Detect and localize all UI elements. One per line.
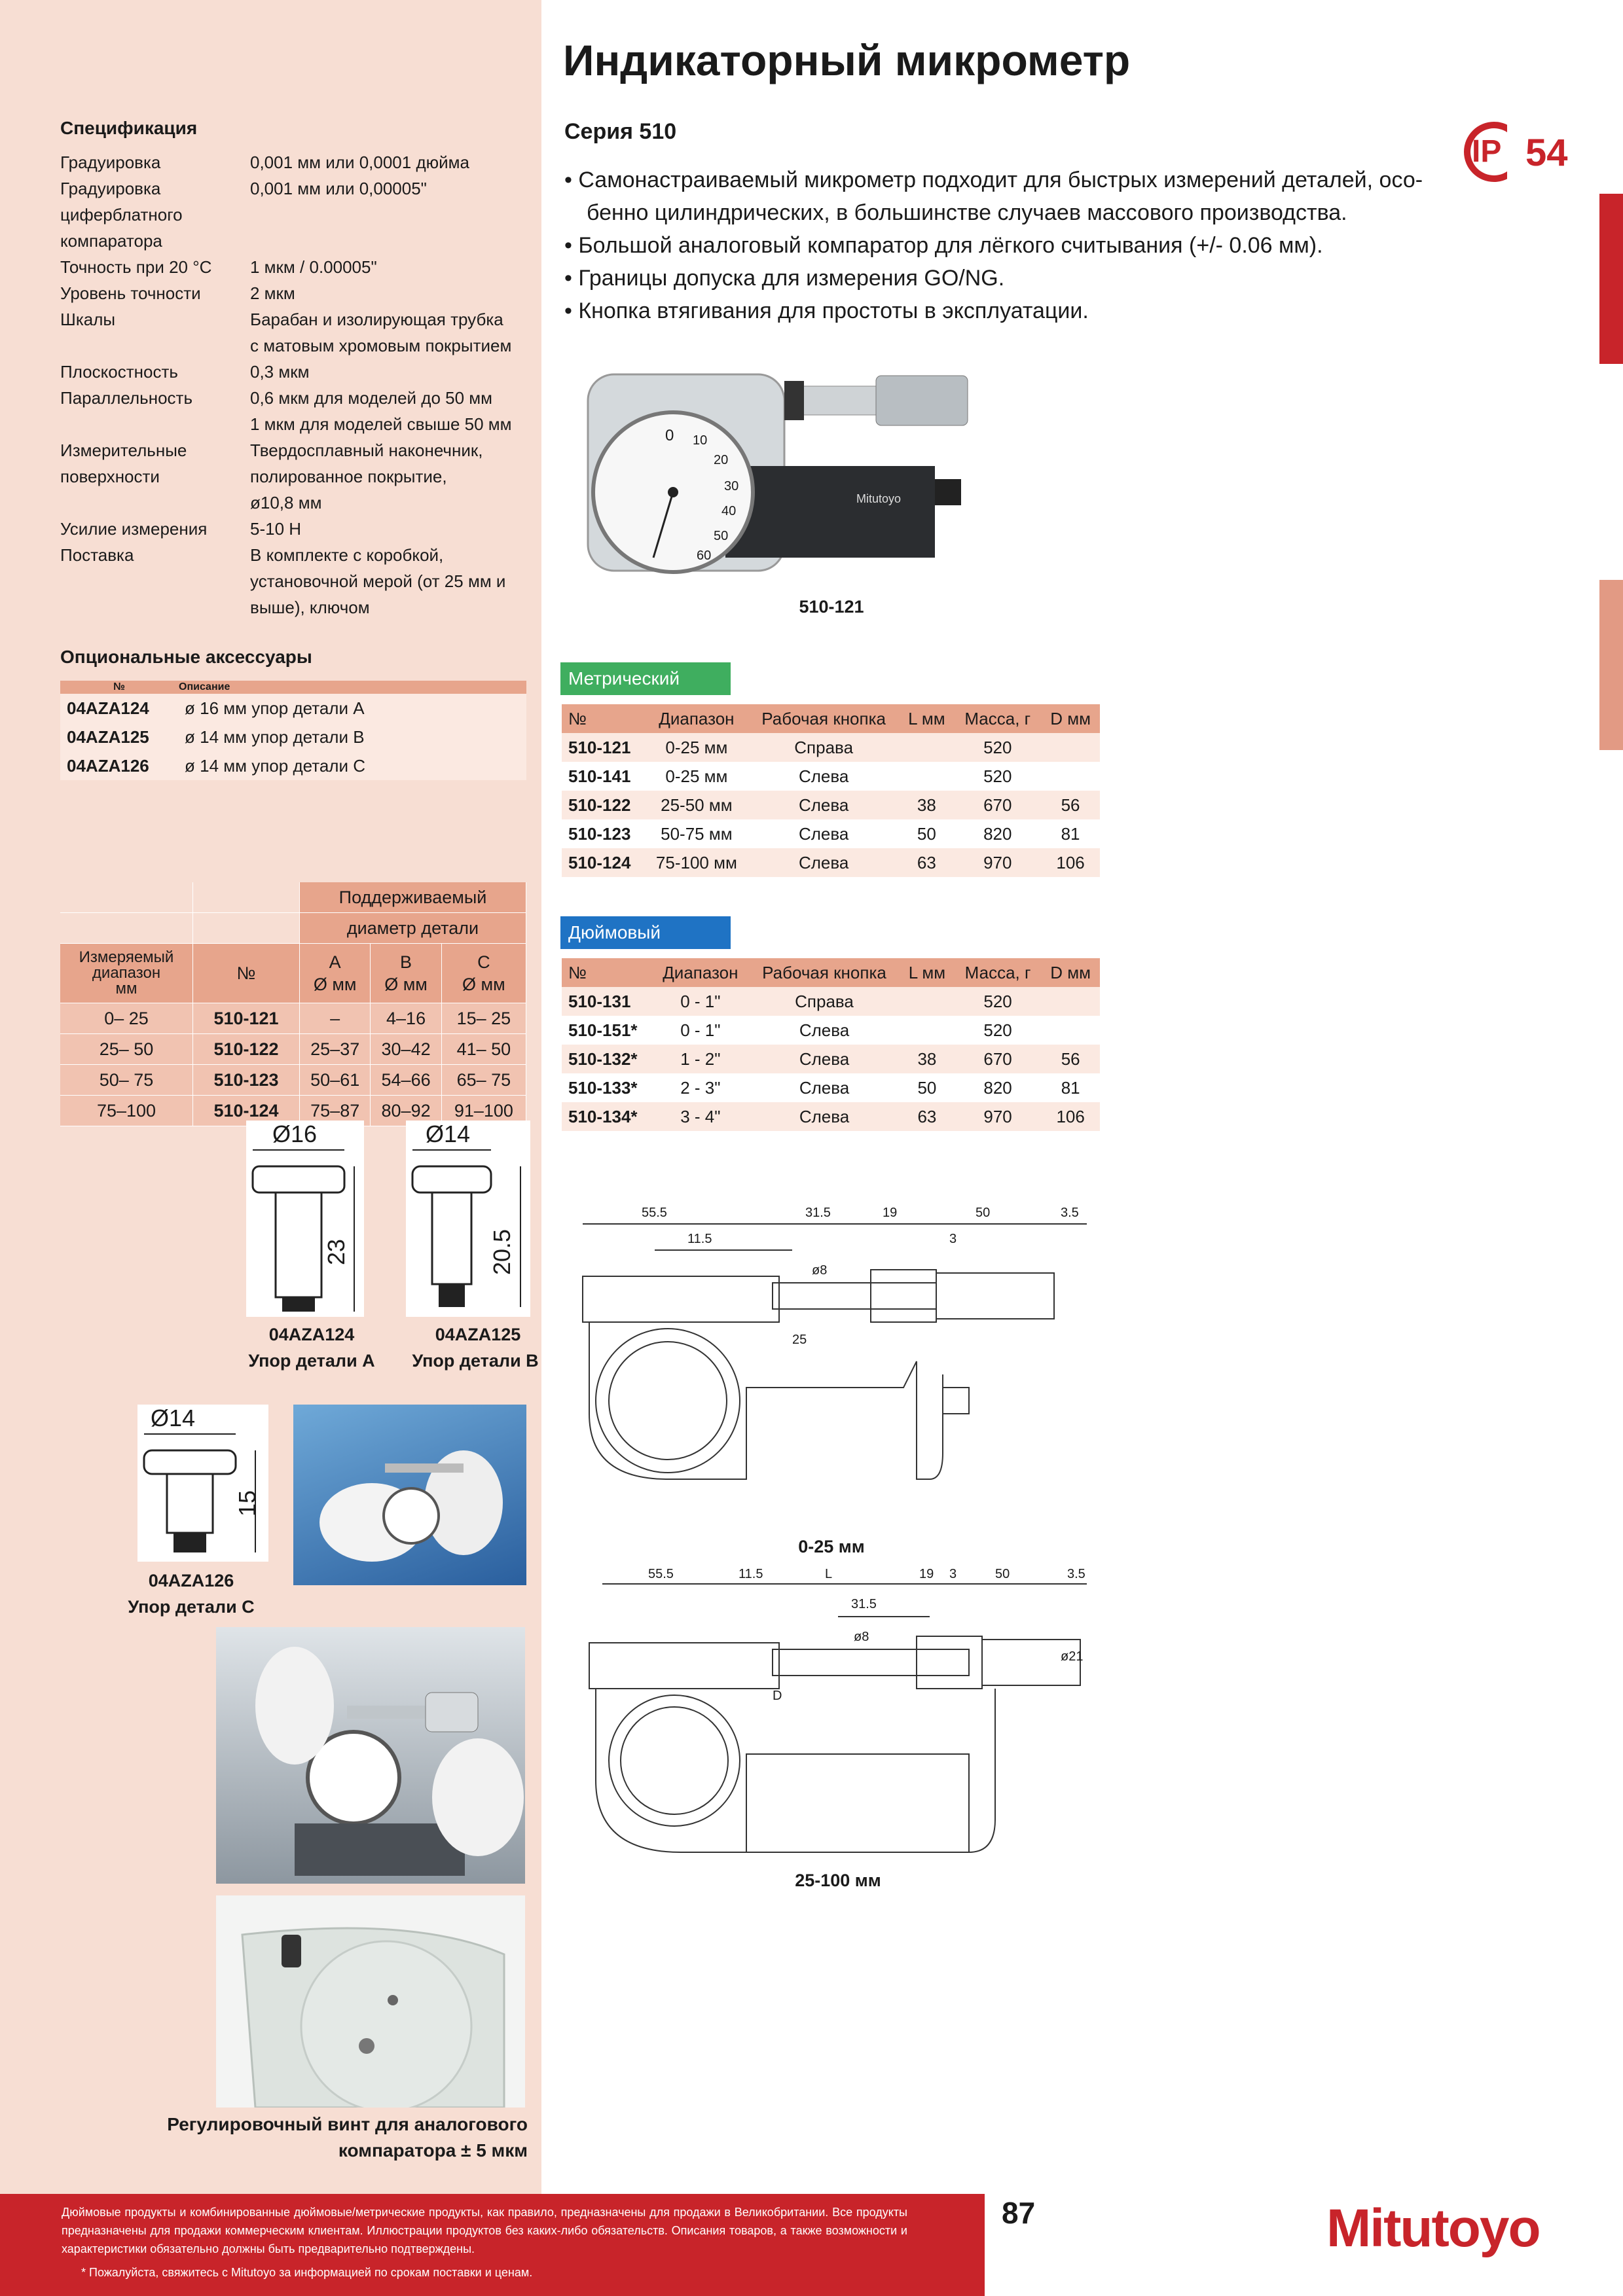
- cell: Слева: [748, 791, 899, 819]
- spec-row: [60, 175, 532, 254]
- col-no: №: [60, 681, 178, 694]
- cell: 0 - 1": [652, 987, 749, 1016]
- cell: 30–42: [371, 1034, 441, 1065]
- group-header: диаметр детали: [300, 913, 526, 944]
- side-marker-red: [1599, 194, 1623, 364]
- cell: 04AZA126: [60, 751, 178, 780]
- spec-row: [60, 385, 532, 437]
- spec-value: 5-10 Н: [250, 519, 302, 539]
- col-a: A Ø мм: [300, 944, 371, 1003]
- cell: [899, 762, 954, 791]
- cell: Слева: [749, 1102, 900, 1131]
- stop-c-name: Упор детали C: [128, 1597, 255, 1617]
- col-desc: Описание: [178, 681, 526, 694]
- cell: 510-121: [193, 1003, 300, 1034]
- cell: 510-134*: [562, 1102, 652, 1131]
- cell: 670: [954, 791, 1041, 819]
- spec-key: Точность при 20 °C: [60, 257, 212, 277]
- spec-value: 2 мкм: [250, 283, 295, 303]
- table-row: [60, 723, 526, 751]
- cell: Слева: [749, 1073, 900, 1102]
- feature-item: • Границы допуска для измерения GO/NG.: [564, 266, 1005, 291]
- blank-cell: [193, 882, 300, 913]
- spec-row: [60, 280, 532, 306]
- cell: 970: [954, 848, 1041, 877]
- cell: [1041, 1016, 1100, 1045]
- cell: 80–92: [371, 1096, 441, 1126]
- spec-key: Уровень точности: [60, 283, 201, 303]
- table-row: [60, 751, 526, 780]
- spec-key: Градуировка: [60, 152, 161, 172]
- table-header-row: [562, 958, 1100, 987]
- cell: 56: [1041, 1045, 1100, 1073]
- cell: –: [300, 1003, 371, 1034]
- cell: 1 - 2": [652, 1045, 749, 1073]
- cell: Слева: [748, 848, 899, 877]
- table-row: [60, 694, 526, 723]
- feature-item: • Самонастраиваемый микрометр подходит для быстрых измерений деталей, осо-: [564, 168, 1423, 192]
- col-range: Измеряемый диапазон мм: [60, 944, 193, 1003]
- stop-a-height: 23: [323, 1238, 350, 1266]
- col-b: B Ø мм: [371, 944, 441, 1003]
- cell: ø 14 мм упор детали C: [178, 751, 526, 780]
- cell: 106: [1041, 1102, 1100, 1131]
- table-row: [562, 819, 1100, 848]
- stop-c-height: 15: [234, 1490, 261, 1517]
- cell: ø 14 мм упор детали B: [178, 723, 526, 751]
- cell: [899, 733, 954, 762]
- blank-cell: [193, 913, 300, 944]
- dim-50: 50: [995, 1567, 1010, 1581]
- table-row: [562, 733, 1100, 762]
- table-row: [60, 1003, 526, 1034]
- cell: 510-151*: [562, 1016, 652, 1045]
- spec-key: Параллельность: [60, 388, 192, 408]
- cell: 04AZA125: [60, 723, 178, 751]
- page-title: Индикаторный микрометр: [563, 36, 1131, 84]
- photo-measuring: [216, 1627, 525, 1884]
- footer: [0, 2194, 985, 2296]
- micrometer-icon: [568, 361, 987, 584]
- cell: 0-25 мм: [645, 762, 748, 791]
- table-row: [60, 1034, 526, 1065]
- dial-twenty: 20: [714, 453, 729, 467]
- cell: 510-131: [562, 987, 652, 1016]
- cell: 38: [899, 791, 954, 819]
- group-header: Поддерживаемый: [300, 882, 526, 913]
- cell: 75–100: [60, 1096, 193, 1126]
- col-no: №: [562, 704, 645, 733]
- cell: 56: [1041, 791, 1100, 819]
- dim-3: 3: [949, 1232, 957, 1246]
- cell: 04AZA124: [60, 694, 178, 723]
- cell: 520: [955, 1016, 1041, 1045]
- cell: Справа: [749, 987, 900, 1016]
- cell: 0– 25: [60, 1003, 193, 1034]
- cell: 81: [1041, 819, 1100, 848]
- cell: 50: [899, 819, 954, 848]
- spec-value: В комплекте с коробкой, установочной мерой (от 25 мм и выше), ключом: [250, 545, 506, 617]
- cell: 670: [955, 1045, 1041, 1073]
- side-marker-salmon: [1599, 580, 1623, 750]
- cell: 25– 50: [60, 1034, 193, 1065]
- hands-photo-icon: [293, 1405, 526, 1585]
- spec-value: 0,3 мкм: [250, 362, 310, 382]
- dim-31-5: 31.5: [851, 1597, 877, 1611]
- spec-row: [60, 437, 532, 516]
- cell: 54–66: [371, 1065, 441, 1096]
- dim-31-5: 31.5: [805, 1206, 831, 1220]
- cell: 520: [954, 762, 1041, 791]
- spec-title: Спецификация: [60, 118, 198, 138]
- brand-logo: Mitutoyo: [1326, 2198, 1540, 2258]
- cell: 510-121: [562, 733, 645, 762]
- dial-zero: 0: [665, 427, 674, 444]
- stop-b-code: 04AZA125: [435, 1325, 521, 1344]
- cell: 3 - 4": [652, 1102, 749, 1131]
- cell: Справа: [748, 733, 899, 762]
- cell: 25–37: [300, 1034, 371, 1065]
- blank-cell: [60, 882, 193, 913]
- drawing2-icon: [576, 1571, 1093, 1859]
- measuring-photo-icon: [216, 1627, 525, 1884]
- cell: 520: [955, 987, 1041, 1016]
- accessories-title: Опциональные аксессуары: [60, 647, 312, 667]
- spec-value: 1 мкм / 0.00005": [250, 257, 377, 277]
- col-c: C Ø мм: [441, 944, 526, 1003]
- dim-3-5: 3.5: [1067, 1567, 1085, 1581]
- dim-3: 3: [949, 1567, 957, 1581]
- table-header-row: [60, 882, 526, 913]
- stop-c-code: 04AZA126: [148, 1571, 234, 1590]
- cell: [1041, 733, 1100, 762]
- feature-item: • Кнопка втягивания для простоты в эксплуатации.: [564, 298, 1089, 323]
- stop-b-diameter: Ø14: [426, 1121, 471, 1147]
- footer-disclaimer: Дюймовые продукты и комбинированные дюймовые/метрические продукты, как правило, предназначены для продажи в Великобритании. Все продукты предназначены для продажи коммерческим клиентам. Иллюстрации продуктов без каких-либо обязательств. Описания товаров, а также возможности и характеристики обязательно должны быть предварительно подтверждены.: [62, 2206, 907, 2255]
- cell: 0-25 мм: [645, 733, 748, 762]
- drawing2-caption: 25-100 мм: [795, 1871, 881, 1890]
- col-mass: Масса, г: [954, 704, 1041, 733]
- cell: 75-100 мм: [645, 848, 748, 877]
- stop-a-name: Упор детали A: [248, 1351, 375, 1371]
- dial-forty: 40: [721, 504, 737, 518]
- dim-11-5: 11.5: [687, 1232, 712, 1246]
- ip-text: IP: [1472, 134, 1502, 169]
- cell: 50–61: [300, 1065, 371, 1096]
- table-row: [562, 848, 1100, 877]
- technical-drawing-0-25: [576, 1204, 1093, 1499]
- metric-tag: Метрический: [560, 662, 731, 695]
- product-brand: Mitutoyo: [856, 492, 902, 505]
- cell: ø 16 мм упор детали A: [178, 694, 526, 723]
- col-no: №: [193, 944, 300, 1003]
- table-row: [562, 1102, 1100, 1131]
- drawing1-icon: [576, 1204, 1093, 1499]
- stop-a-diameter: Ø16: [272, 1121, 318, 1147]
- cell: 25-50 мм: [645, 791, 748, 819]
- cell: 510-123: [193, 1065, 300, 1096]
- dim-50: 50: [976, 1206, 991, 1220]
- table-header-row: [60, 913, 526, 944]
- table-row: [60, 1065, 526, 1096]
- cell: 0 - 1": [652, 1016, 749, 1045]
- spec-key: Измерительные поверхности: [60, 440, 187, 486]
- stop-c-diameter: Ø14: [151, 1405, 196, 1431]
- feature-item: • Большой аналоговый компаратор для лёгкого считывания (+/- 0.06 мм).: [564, 233, 1323, 258]
- spec-value: 0,001 мм или 0,0001 дюйма: [250, 152, 469, 172]
- spec-key: Поставка: [60, 545, 134, 565]
- cell: 510-141: [562, 762, 645, 791]
- product-caption: 510-121: [799, 597, 864, 617]
- ip-number: 54: [1525, 132, 1568, 174]
- cell: 510-133*: [562, 1073, 652, 1102]
- dim-55-5: 55.5: [648, 1567, 674, 1581]
- feature-list: [564, 164, 1481, 327]
- col-button: Рабочая кнопка: [749, 958, 900, 987]
- stop-b-icon: [406, 1121, 530, 1317]
- series-label: Серия 510: [564, 119, 677, 144]
- inch-tag: Дюймовый: [560, 916, 731, 949]
- dim-l: L: [825, 1567, 833, 1581]
- dim-phi-8: ø8: [854, 1630, 869, 1644]
- product-photo: [568, 361, 987, 584]
- drawing1-caption: 0-25 мм: [798, 1537, 865, 1556]
- cell: 510-123: [562, 819, 645, 848]
- col-d: D мм: [1041, 704, 1100, 733]
- stop-b-name: Упор детали B: [412, 1351, 539, 1371]
- spec-key: Усилие измерения: [60, 519, 208, 539]
- cell: 970: [955, 1102, 1041, 1131]
- dim-d: D: [773, 1689, 782, 1703]
- dim-55-5: 55.5: [642, 1206, 667, 1220]
- footer-note: * Пожалуйста, свяжитесь с Mitutoyo за информацией по срокам поставки и ценам.: [81, 2266, 533, 2279]
- dim-25: 25: [792, 1333, 807, 1347]
- cell: 2 - 3": [652, 1073, 749, 1102]
- cell: 510-122: [193, 1034, 300, 1065]
- cell: 63: [900, 1102, 955, 1131]
- table-row: [562, 1016, 1100, 1045]
- spec-row: [60, 149, 532, 175]
- cell: [900, 1016, 955, 1045]
- stop-drawing-b: [406, 1121, 530, 1317]
- dim-phi-21: ø21: [1061, 1649, 1084, 1664]
- spec-value: Твердосплавный наконечник, полированное покрытие, ø10,8 мм: [250, 440, 483, 512]
- feature-item: бенно цилиндрических, в большинстве случаев массового производства.: [587, 200, 1347, 225]
- photo-adjust-screw: [216, 1895, 525, 2108]
- dim-3-5: 3.5: [1061, 1206, 1079, 1220]
- spec-value: 0,6 мкм для моделей до 50 мм 1 мкм для моделей свыше 50 мм: [250, 388, 512, 434]
- cell: 50– 75: [60, 1065, 193, 1096]
- spec-key: Градуировка циферблатного компаратора: [60, 179, 183, 251]
- spec-row: [60, 254, 532, 280]
- cell: [1041, 762, 1100, 791]
- cell: Слева: [749, 1016, 900, 1045]
- cell: 63: [899, 848, 954, 877]
- spec-row: [60, 516, 532, 542]
- dial-sixty: 60: [697, 548, 712, 563]
- stop-drawing-c: [137, 1405, 268, 1562]
- col-d: D мм: [1041, 958, 1100, 987]
- cell: 520: [954, 733, 1041, 762]
- adjust-screw-icon: [216, 1895, 525, 2108]
- col-l: L мм: [899, 704, 954, 733]
- cell: 820: [954, 819, 1041, 848]
- spec-key: Шкалы: [60, 310, 116, 329]
- cell: Слева: [748, 819, 899, 848]
- cell: [900, 987, 955, 1016]
- page-number: 87: [1002, 2196, 1036, 2230]
- cell: [1041, 987, 1100, 1016]
- support-table: [60, 882, 526, 1126]
- cell: 106: [1041, 848, 1100, 877]
- table-row: [562, 1045, 1100, 1073]
- cell: 50-75 мм: [645, 819, 748, 848]
- accessories-table: [60, 681, 526, 780]
- spec-value: Барабан и изолирующая трубка с матовым хромовым покрытием: [250, 310, 512, 355]
- cell: 75–87: [300, 1096, 371, 1126]
- cell: 4–16: [371, 1003, 441, 1034]
- cell: 38: [900, 1045, 955, 1073]
- col-range: Диапазон: [645, 704, 748, 733]
- dial-ten: 10: [693, 433, 708, 448]
- col-button: Рабочая кнопка: [748, 704, 899, 733]
- cell: Слева: [748, 762, 899, 791]
- table-header-row: [60, 944, 526, 1003]
- dim-19: 19: [883, 1206, 898, 1220]
- cell: 510-132*: [562, 1045, 652, 1073]
- col-no: №: [562, 958, 652, 987]
- cell: 510-124: [193, 1096, 300, 1126]
- technical-drawing-25-100: [576, 1567, 1093, 1859]
- dial-fifty: 50: [714, 529, 729, 543]
- table-row: [562, 1073, 1100, 1102]
- dim-phi-8: ø8: [812, 1263, 828, 1278]
- cell: 50: [900, 1073, 955, 1102]
- cell: 510-124: [562, 848, 645, 877]
- table-row: [562, 791, 1100, 819]
- col-mass: Масса, г: [955, 958, 1041, 987]
- dim-11-5: 11.5: [739, 1567, 763, 1581]
- cell: 81: [1041, 1073, 1100, 1102]
- table-row: [562, 987, 1100, 1016]
- metric-table: [562, 704, 1100, 877]
- cell: 820: [955, 1073, 1041, 1102]
- cell: 65– 75: [441, 1065, 526, 1096]
- col-range: Диапазон: [652, 958, 749, 987]
- table-header-row: [60, 681, 526, 694]
- spec-row: [60, 542, 532, 620]
- cell: 41– 50: [441, 1034, 526, 1065]
- cell: 15– 25: [441, 1003, 526, 1034]
- stop-a-icon: [246, 1121, 364, 1317]
- table-header-row: [562, 704, 1100, 733]
- dial-thirty: 30: [724, 479, 739, 493]
- stop-b-height: 20.5: [488, 1229, 516, 1276]
- spec-row: [60, 306, 532, 359]
- stop-a-code: 04AZA124: [268, 1325, 355, 1344]
- photo-hands-micrometer: [293, 1405, 526, 1585]
- cell: 91–100: [441, 1096, 526, 1126]
- stop-drawing-a: [246, 1121, 364, 1317]
- inch-table: [562, 958, 1100, 1131]
- dim-19: 19: [919, 1567, 934, 1581]
- blank-cell: [60, 913, 193, 944]
- table-row: [562, 762, 1100, 791]
- spec-value: 0,001 мм или 0,00005": [250, 179, 427, 198]
- cell: 510-122: [562, 791, 645, 819]
- cell: Слева: [749, 1045, 900, 1073]
- col-l: L мм: [900, 958, 955, 987]
- spec-key: Плоскостность: [60, 362, 178, 382]
- spec-row: [60, 359, 532, 385]
- adjust-caption: Регулировочный винт для аналогового компаратора ± 5 мкм: [167, 2114, 528, 2161]
